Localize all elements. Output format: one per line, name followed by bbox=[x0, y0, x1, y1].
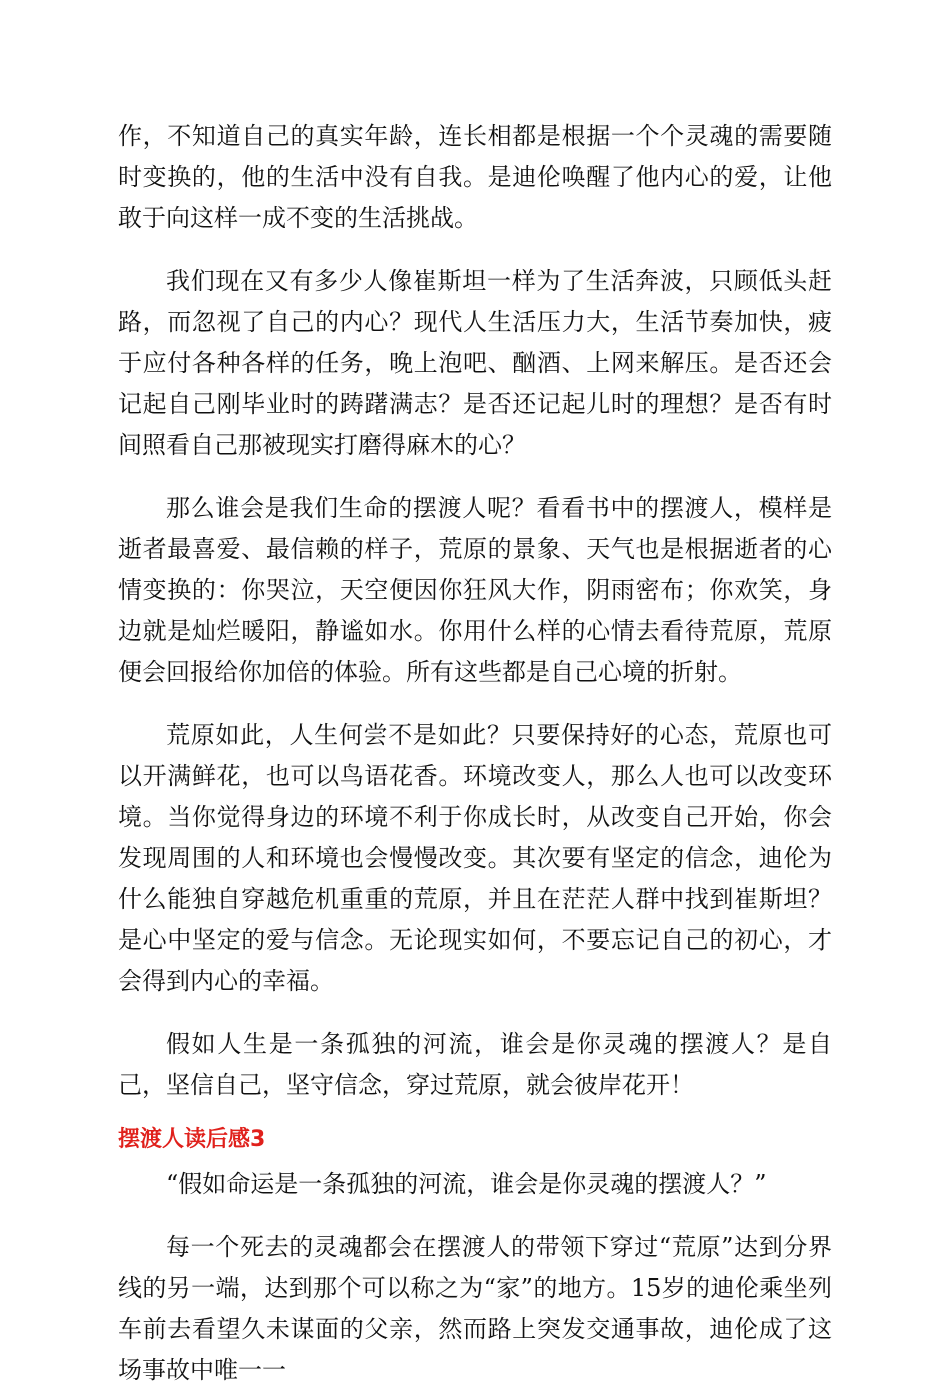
quote-line: “假如命运是一条孤独的河流，谁会是你灵魂的摆渡人？” bbox=[166, 1170, 767, 1198]
paragraph: 那么谁会是我们生命的摆渡人呢？看看书中的摆渡人，模样是逝者最喜爱、最信赖的样子，荒原的景象、天气也是根据逝者的心情变换的：你哭泣，天空便因你狂风大作，阴雨密布；你欢笑，身边就是灿烂暖阳，静谧如水。你用什么样的心情去看待荒原，荒原便会回报给你加倍的体验。所有这些都是自己心境的折射。 bbox=[118, 494, 832, 686]
paragraph: 荒原如此，人生何尝不是如此？只要保持好的心态，荒原也可以开满鲜花，也可以鸟语花香。环境改变人，那么人也可以改变环境。当你觉得身边的环境不利于你成长时，从改变自己开始，你会发现周围的人和环境也会慢慢改变。其次要有坚定的信念，迪伦为什么能独自穿越危机重重的荒原，并且在茫茫人群中找到崔斯坦？是心中坚定的爱与信念。无论现实如何，不要忘记自己的初心，才会得到内心的幸福。 bbox=[118, 721, 832, 995]
paragraph: 我们现在又有多少人像崔斯坦一样为了生活奔波，只顾低头赶路，而忽视了自己的内心？现代人生活压力大，生活节奏加快，疲于应付各种各样的任务，晚上泡吧、酗酒、上网来解压。是否还会记起自己刚毕业时的踌躇满志？是否还记起儿时的理想？是否有时间照看自己那被现实打磨得麻木的心？ bbox=[118, 267, 832, 459]
document-body bbox=[118, 116, 832, 1391]
section-heading: 摆渡人读后感3 bbox=[118, 1127, 266, 1152]
paragraph: 假如人生是一条孤独的河流，谁会是你灵魂的摆渡人？是自己，坚信自己，坚守信念，穿过荒原，就会彼岸花开！ bbox=[118, 1030, 832, 1099]
paragraph-continued: 作，不知道自己的真实年龄，连长相都是根据一个个灵魂的需要随时变换的，他的生活中没有自我。是迪伦唤醒了他内心的爱，让他敢于向这样一成不变的生活挑战。 bbox=[118, 122, 832, 232]
paragraph: 每一个死去的灵魂都会在摆渡人的带领下穿过“荒原”达到分界线的另一端，达到那个可以称之为“家”的地方。15岁的迪伦乘坐列车前去看望久未谋面的父亲，然而路上突发交通事故，迪伦成了这场事故中唯一一 bbox=[118, 1233, 832, 1384]
